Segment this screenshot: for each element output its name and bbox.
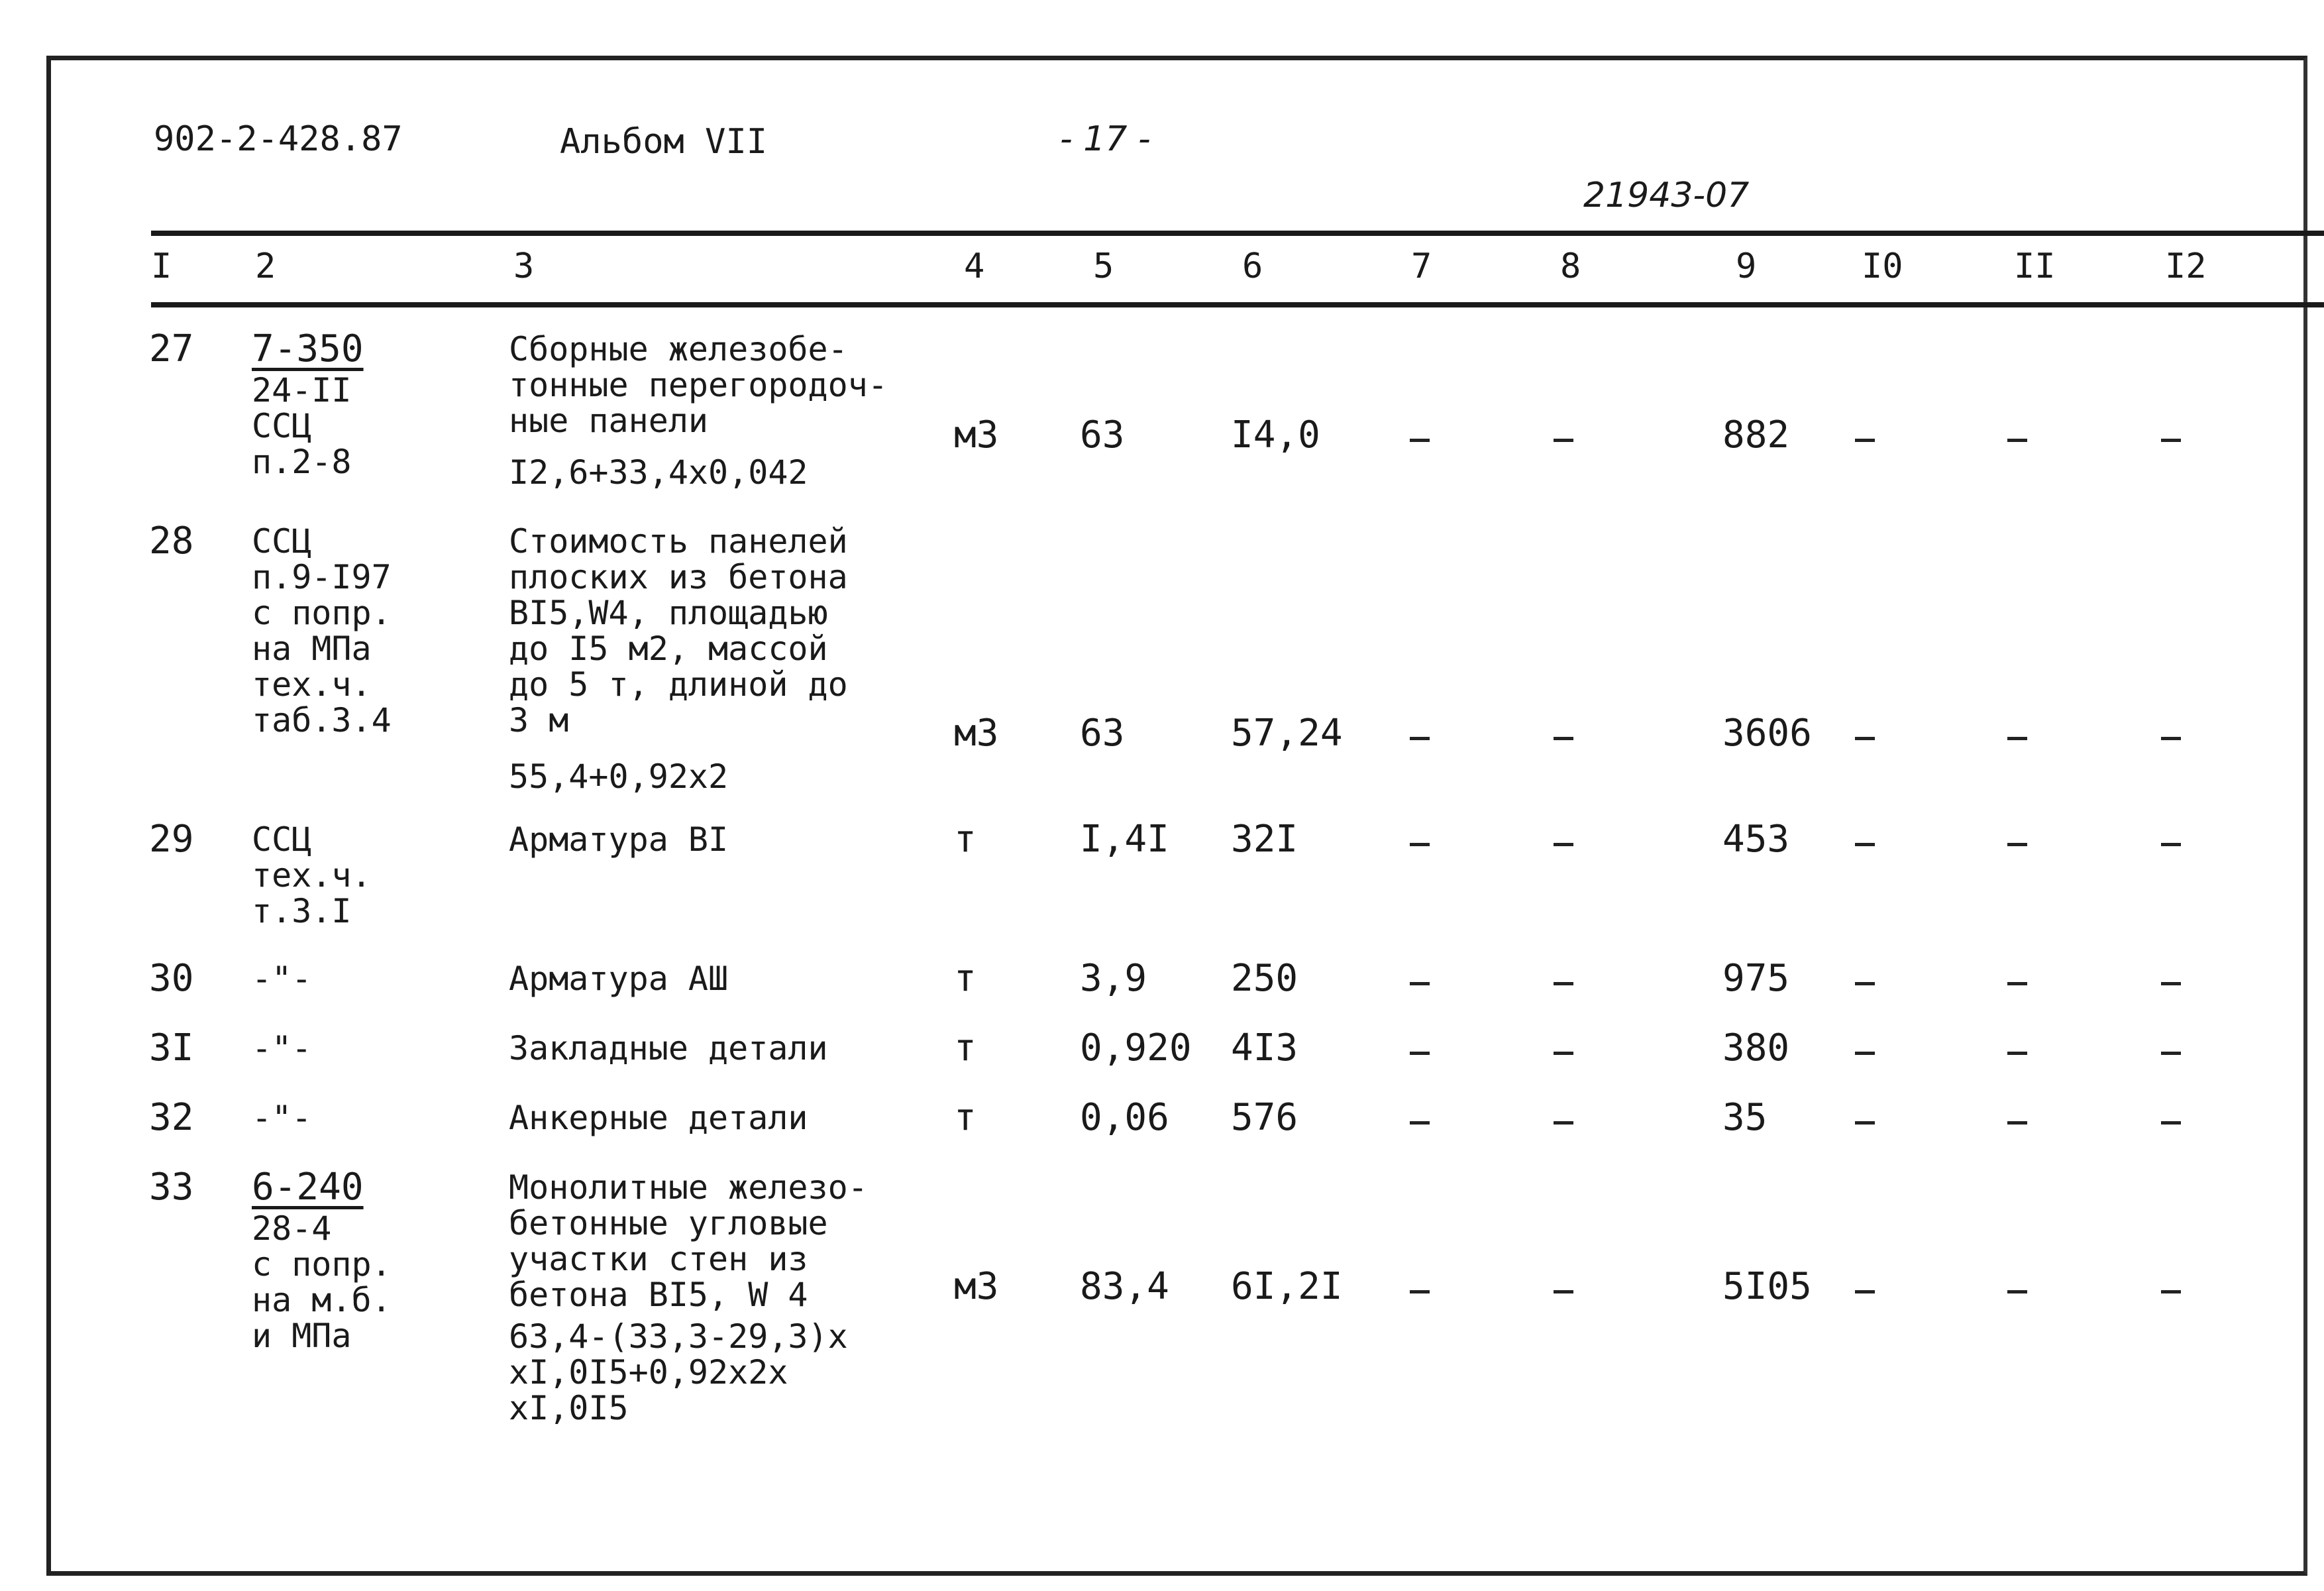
source-reference: 28-4 с попр. на м.б. и МПа xyxy=(252,1209,392,1355)
calc-formula: 63,4-(33,3-29,3)х хI,0I5+0,92х2х хI,0I5 xyxy=(509,1317,848,1427)
row-number: 28 xyxy=(149,520,194,563)
quantity: 0,920 xyxy=(1080,1026,1192,1070)
empty-c12 xyxy=(2161,822,2184,857)
dash-mark xyxy=(2007,1121,2027,1125)
empty-c7 xyxy=(1410,1030,1432,1066)
dash-mark xyxy=(1554,982,1573,985)
dash-mark xyxy=(1554,1121,1573,1125)
album-label: Альбом VII xyxy=(560,122,768,162)
col-11: II xyxy=(2014,247,2056,286)
empty-c10 xyxy=(1855,1030,1877,1066)
norm-reference: 6-240 xyxy=(252,1166,364,1209)
col-10: I0 xyxy=(1862,247,1903,286)
dash-mark xyxy=(2161,439,2181,442)
total-cost: 5I05 xyxy=(1722,1265,1812,1308)
unit-price: 57,24 xyxy=(1231,712,1343,755)
row-number: 3I xyxy=(149,1026,194,1070)
item-name: Монолитные железо- бетонные угловые участки стен из бетона BI5, W 4 xyxy=(509,1168,868,1314)
unit: м3 xyxy=(954,1265,999,1308)
col-6: 6 xyxy=(1242,247,1263,286)
empty-c7 xyxy=(1410,417,1432,453)
quantity: 0,06 xyxy=(1080,1096,1169,1139)
empty-c7 xyxy=(1410,1100,1432,1136)
empty-c8 xyxy=(1554,1269,1576,1305)
empty-c11 xyxy=(2007,961,2030,997)
dash-mark xyxy=(1855,1290,1875,1293)
source-reference: -"- xyxy=(252,1029,312,1068)
dash-mark xyxy=(2007,737,2027,740)
total-cost: 380 xyxy=(1722,1026,1790,1070)
dash-mark xyxy=(1554,1290,1573,1293)
dash-mark xyxy=(1855,1121,1875,1125)
unit-price: 32I xyxy=(1231,818,1298,861)
source-reference: ССЦ п.9-I97 с попр. на МПа тех.ч. таб.3.4 xyxy=(252,522,392,740)
empty-c7 xyxy=(1410,716,1432,751)
empty-c10 xyxy=(1855,716,1877,751)
quantity: 3,9 xyxy=(1080,957,1147,1000)
unit-price: 6I,2I xyxy=(1231,1265,1343,1308)
row-number: 29 xyxy=(149,818,194,861)
calc-formula: I2,6+33,4х0,042 xyxy=(509,453,808,492)
dash-mark xyxy=(1410,843,1430,846)
col-3: 3 xyxy=(513,247,535,286)
total-cost: 35 xyxy=(1722,1096,1768,1139)
dash-mark xyxy=(2161,843,2181,846)
empty-c12 xyxy=(2161,417,2184,453)
empty-c10 xyxy=(1855,822,1877,857)
empty-c12 xyxy=(2161,716,2184,751)
dash-mark xyxy=(2161,1121,2181,1125)
empty-c10 xyxy=(1855,1100,1877,1136)
item-name: Арматура АШ xyxy=(509,960,729,998)
col-12: I2 xyxy=(2165,247,2207,286)
unit: т xyxy=(954,1096,977,1139)
stamp-number: 21943-07 xyxy=(1583,176,1750,215)
col-4: 4 xyxy=(964,247,985,286)
empty-c11 xyxy=(2007,716,2030,751)
empty-c10 xyxy=(1855,961,1877,997)
item-name: Сборные железобе- тонные перегородоч- ные панели xyxy=(509,330,888,440)
empty-c7 xyxy=(1410,961,1432,997)
dash-mark xyxy=(1410,982,1430,985)
empty-c10 xyxy=(1855,417,1877,453)
empty-c11 xyxy=(2007,417,2030,453)
dash-mark xyxy=(2007,982,2027,985)
table-top-rule xyxy=(151,231,2324,236)
empty-c12 xyxy=(2161,1100,2184,1136)
item-name: Закладные детали xyxy=(509,1029,828,1068)
quantity: 63 xyxy=(1080,712,1125,755)
empty-c11 xyxy=(2007,1030,2030,1066)
empty-c8 xyxy=(1554,1030,1576,1066)
unit-price: 576 xyxy=(1231,1096,1298,1139)
row-number: 33 xyxy=(149,1166,194,1209)
dash-mark xyxy=(1410,1121,1430,1125)
row-number: 27 xyxy=(149,327,194,370)
empty-c8 xyxy=(1554,822,1576,857)
unit: т xyxy=(954,957,977,1000)
dash-mark xyxy=(2161,1290,2181,1293)
page-number: - 17 - xyxy=(1060,119,1151,159)
dash-mark xyxy=(2007,439,2027,442)
quantity: 63 xyxy=(1080,413,1125,457)
unit: т xyxy=(954,818,977,861)
dash-mark xyxy=(2161,1052,2181,1055)
dash-mark xyxy=(2007,1290,2027,1293)
quantity: I,4I xyxy=(1080,818,1169,861)
item-name: Арматура BI xyxy=(509,820,729,859)
empty-c8 xyxy=(1554,1100,1576,1136)
dash-mark xyxy=(2161,737,2181,740)
empty-c10 xyxy=(1855,1269,1877,1305)
empty-c12 xyxy=(2161,961,2184,997)
empty-c8 xyxy=(1554,417,1576,453)
col-7: 7 xyxy=(1411,247,1432,286)
dash-mark xyxy=(1554,439,1573,442)
calc-formula: 55,4+0,92х2 xyxy=(509,757,729,796)
dash-mark xyxy=(1554,843,1573,846)
dash-mark xyxy=(1410,1052,1430,1055)
dash-mark xyxy=(2007,843,2027,846)
unit: м3 xyxy=(954,712,999,755)
total-cost: 453 xyxy=(1722,818,1790,861)
dash-mark xyxy=(1410,737,1430,740)
total-cost: 3606 xyxy=(1722,712,1812,755)
unit-price: 250 xyxy=(1231,957,1298,1000)
unit: м3 xyxy=(954,413,999,457)
dash-mark xyxy=(1554,737,1573,740)
total-cost: 882 xyxy=(1722,413,1790,457)
norm-reference: 7-350 xyxy=(252,327,364,370)
dash-mark xyxy=(1855,737,1875,740)
col-8: 8 xyxy=(1560,247,1581,286)
dash-mark xyxy=(1410,439,1430,442)
dash-mark xyxy=(1855,843,1875,846)
total-cost: 975 xyxy=(1722,957,1790,1000)
source-reference: -"- xyxy=(252,960,312,998)
dash-mark xyxy=(1855,1052,1875,1055)
col-1: I xyxy=(151,247,172,286)
empty-c11 xyxy=(2007,822,2030,857)
empty-c8 xyxy=(1554,961,1576,997)
source-reference: 24-II ССЦ п.2-8 xyxy=(252,371,352,481)
unit: т xyxy=(954,1026,977,1070)
col-5: 5 xyxy=(1093,247,1114,286)
row-number: 32 xyxy=(149,1096,194,1139)
dash-mark xyxy=(2007,1052,2027,1055)
row-number: 30 xyxy=(149,957,194,1000)
source-reference: -"- xyxy=(252,1099,312,1137)
col-2: 2 xyxy=(255,247,276,286)
dash-mark xyxy=(1554,1052,1573,1055)
empty-c11 xyxy=(2007,1100,2030,1136)
empty-c12 xyxy=(2161,1269,2184,1305)
empty-c7 xyxy=(1410,1269,1432,1305)
quantity: 83,4 xyxy=(1080,1265,1169,1308)
source-reference: ССЦ тех.ч. т.3.I xyxy=(252,820,372,930)
empty-c11 xyxy=(2007,1269,2030,1305)
empty-c7 xyxy=(1410,822,1432,857)
empty-c12 xyxy=(2161,1030,2184,1066)
item-name: Анкерные детали xyxy=(509,1099,808,1137)
col-9: 9 xyxy=(1736,247,1757,286)
doc-code: 902-2-428.87 xyxy=(154,119,403,159)
dash-mark xyxy=(1855,982,1875,985)
unit-price: 4I3 xyxy=(1231,1026,1298,1070)
dash-mark xyxy=(1410,1290,1430,1293)
table-header-rule xyxy=(151,302,2324,307)
empty-c8 xyxy=(1554,716,1576,751)
item-name: Стоимость панелей плоских из бетона BI5,W4, площадью до I5 м2, массой до 5 т, длиной до 3 м xyxy=(509,522,848,740)
dash-mark xyxy=(1855,439,1875,442)
unit-price: I4,0 xyxy=(1231,413,1320,457)
dash-mark xyxy=(2161,982,2181,985)
